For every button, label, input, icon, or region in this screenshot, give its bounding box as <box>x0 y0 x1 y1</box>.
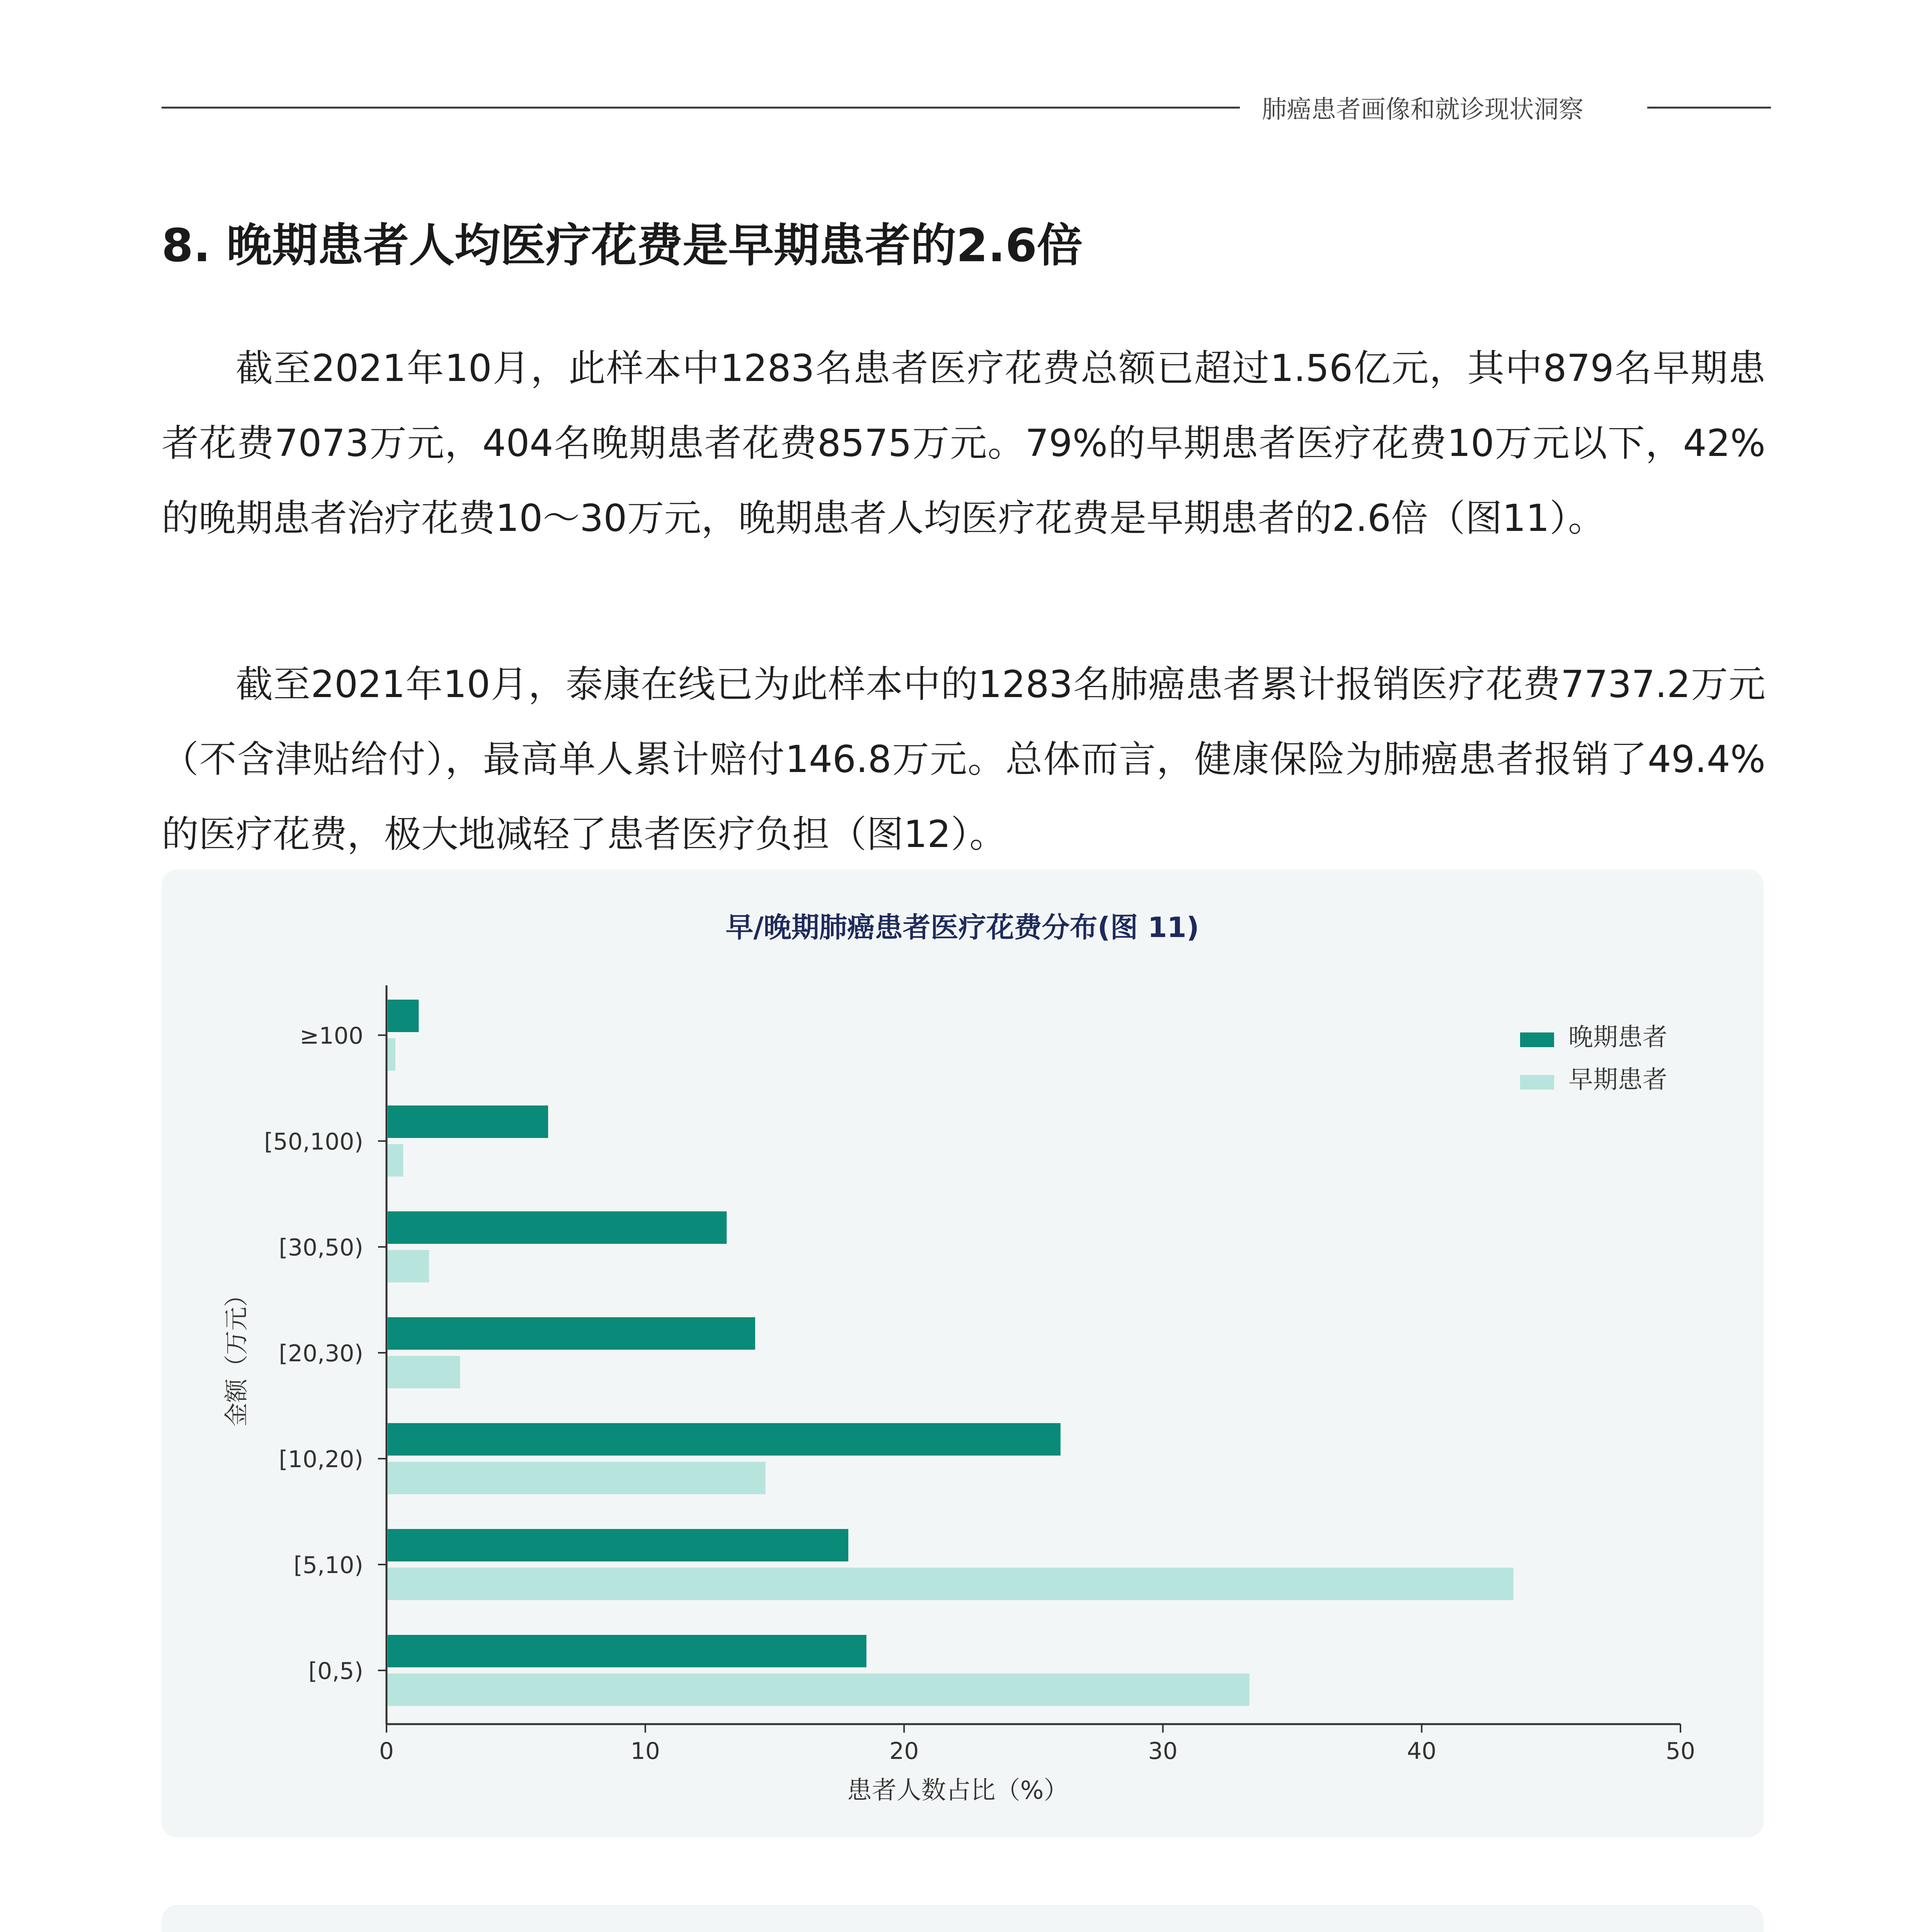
bar-early-1 <box>388 1568 1514 1600</box>
x-tick-label: 20 <box>889 1738 919 1765</box>
bar-early-5 <box>388 1144 403 1177</box>
x-tick-label: 40 <box>1407 1738 1437 1765</box>
bar-late-3 <box>388 1317 755 1350</box>
figure-11-chart <box>162 869 1764 1837</box>
legend-swatch-early <box>1520 1075 1554 1090</box>
y-tick-label: [30,50) <box>279 1234 363 1261</box>
x-tick-label: 50 <box>1665 1738 1696 1765</box>
x-tick-label: 0 <box>379 1738 394 1765</box>
legend-swatch-late <box>1520 1032 1554 1047</box>
bar-early-3 <box>388 1356 460 1388</box>
bar-late-1 <box>388 1529 848 1561</box>
bar-late-4 <box>388 1211 727 1244</box>
paragraph-2: 截至2021年10月，泰康在线已为此样本中的1283名肺癌患者累计报销医疗花费7737.2万元（不含津贴给付），最高单人累计赔付146.8万元。总体而言，健康保险为肺癌患者报销了49.4%的医疗花费，极大地减轻了患者医疗负担（图12）。 <box>162 663 1765 856</box>
figure-12-panel <box>162 1905 1764 1932</box>
figure-11-panel <box>162 869 1764 1837</box>
bar-early-2 <box>388 1462 766 1494</box>
y-tick-label: [10,20) <box>279 1446 363 1473</box>
y-axis-label: 金额（万元） <box>222 1282 250 1427</box>
bar-early-0 <box>388 1673 1250 1706</box>
x-tick-label: 30 <box>1148 1738 1178 1765</box>
paragraph-1: 截至2021年10月，此样本中1283名患者医疗花费总额已超过1.56亿元，其中879名早期患者花费7073万元，404名晚期患者花费8575万元。79%的早期患者医疗花费10万元以下，42%的晚期患者治疗花费10～30万元，晚期患者人均医疗花费是早期患者的2.6倍（图11）。 <box>162 347 1765 540</box>
bar-late-5 <box>388 1105 548 1138</box>
legend-label-late: 晚期患者 <box>1568 1023 1667 1052</box>
bar-early-6 <box>388 1038 395 1071</box>
y-tick-label: [5,10) <box>293 1552 363 1579</box>
x-tick-label: 10 <box>630 1738 660 1765</box>
y-tick-label: [0,5) <box>308 1658 363 1685</box>
x-axis-label: 患者人数占比（%） <box>847 1776 1069 1805</box>
y-tick-label: [20,30) <box>279 1340 363 1367</box>
header-rule-right <box>1647 107 1771 109</box>
bar-late-2 <box>388 1423 1061 1456</box>
y-tick-label: ≥100 <box>300 1022 363 1049</box>
bar-early-4 <box>388 1250 429 1282</box>
header-rule-left <box>162 107 1240 109</box>
y-tick-label: [50,100) <box>264 1128 363 1155</box>
section-heading: 8. 晚期患者人均医疗花费是早期患者的2.6倍 <box>162 219 1083 272</box>
bar-late-6 <box>388 1000 419 1032</box>
chart-title: 早/晚期肺癌患者医疗花费分布(图 11) <box>725 911 1199 944</box>
figure-12-chart <box>162 1905 1764 1932</box>
legend-label-early: 早期患者 <box>1568 1066 1667 1094</box>
bar-late-0 <box>388 1635 867 1667</box>
header-title: 肺癌患者画像和就诊现状洞察 <box>1262 95 1583 124</box>
